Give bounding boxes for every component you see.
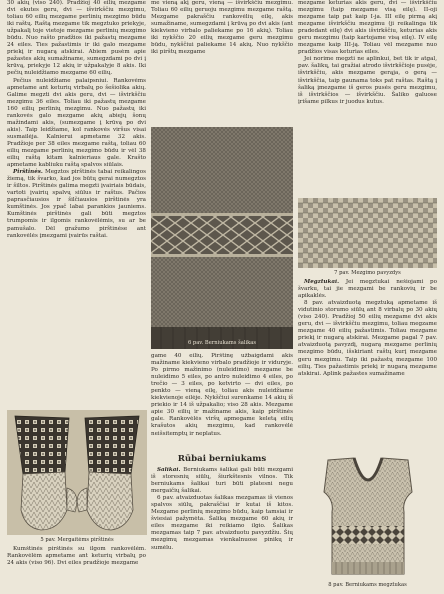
paragraph: Pečius nuleidžiame palaipsniui. Rankovėms apmetame ant keturių virbalų po šešiolika akių. Galime megzti dvi akis geru, dvi — išvirkščiu mezgimu 36 eiles. Toliau iki pažastų mezgame 160 eilių perlinių mezgimu. Nuo pažastų iki rankovės galo mezgame akių abiejų šonų mažindami akis, (sumezgame į krūvą po dvi akis). Taip leidžiame, kol rankovės viršus visai susmailėja. Kalnierui apmetame 32 akis. Pradžioje per 38 eiles mezgame raštą, toliau 60 eilių mezgame perlinių mezgimo būdu ir vėl 38 eilių raštą kitam kalnieriaus gale. Krašto apmetame kabliuku raštą spalvos siūlais. <box>7 77 146 169</box>
section-subtitle-salikai: Šalikai. <box>157 467 181 473</box>
figure-vest <box>300 452 436 580</box>
section-subtitle-megztukai: Megztukai. <box>304 279 340 285</box>
paragraph: Megztos pirštinės tabai reikalingos žiemą, tik švarko, kad jos būtų gerai numegztos ir šiltos. Pirštinės galima megzti įvairiais būdais, vartoti įvairių spalvų siūlus ir raštus. Pačios paprasčiausios ir šilčiausios pirštinės yra kumštinės. Jos ypač labai parankios jauniems. Kumštinės pirštinės gali būti megztos trumpomis ir ilgomis rankovėlėmis, su ar be pamušalo. Dėl gražumo pirštinėse ant rankovėlės įmezgami įvairūs raštai. <box>7 169 146 239</box>
figure-scarf <box>151 127 293 349</box>
figure-mittens <box>7 410 147 535</box>
column-2-mid <box>151 353 293 451</box>
scarf-illustration <box>151 127 293 349</box>
stitch-sample-illustration <box>298 198 437 268</box>
column-3-top <box>298 0 437 195</box>
paragraph: 8 pav. atvaizduotą megztuką apmetame iš vidutinio storumo siūlų ant 8 virbalų po 30 akių (viso 240). Pradžioj 50 eilių mezgame dvi akis geru, dvi — išvirkščiu mezgimu, toliau megzame mezgame 40 eilių pažastimis. Toliau mezgame priekį ir nugarą atskirai. Mezgame pagal 7 pav. atvaizduotą pavyzdį, nugarą mezgame perlinių mezgimo būdu, išskiriant raštų kurį mezgame geru mezgimu. Taip iki pažastų mezgame 100 eilių. Ties pažastimis priekį ir nugarą mezgame atskirai. Aplink pažastes sumažiname <box>298 300 437 377</box>
paragraph: Jei norime megzti ne aplinkui, bet tik ir atgal, pav. šalikų, tai gražiai atrodo išvirkščioje pusėje, išvirkščiu, akis mezgame gerąja, o gerą — išvirkščia, taip gaunama toks pat raštas. Raštą į šaliką įmezgame iš geros pusės geru mezgimu, iš išvirkščios — išvirkščiu. Šaliko galuose įrišame pilkus ir juodus kutus. <box>298 56 437 105</box>
section-title-rubai: Rūbai berniukams <box>177 454 267 464</box>
paragraph: Berniukams šalikai gali būti mezgami iš storesnių siūlų, šiurkštesnis vilnos. Tik berniukams šalikai turi būti platesni negu mergaičių šalikai. <box>151 467 293 495</box>
paragraph: 6 pav. atvaizduotas šalikas mezgamas iš vienos spalvos siūlų, pakraščiai ir kutai iš kitos. Mezgame perlinių mezgimo būdu, kaip tamsiai ir šviesiai pažymėta. Šaliką mezgame 60 akių ir eiles mezgame iki reikiamo ilgio. Šalikas mezgamas taip 7 pav. atvaizduotu pavyzdžiu. Šių mezgimų mezgamas vienkalnuose pinikų ir sumėlu. <box>151 495 293 551</box>
vest-illustration <box>300 452 436 580</box>
paragraph: game 40 eilių. Pirštinę užbaigdami akis mažiname kiekvieno virbalo pradžioje ir viduryje. Po pirmo mažinimo (nuleidimo) mezgame be nuleidimo 5 eiles, po antro nuleidimo 4 eiles, po trečio — 3 eiles, po ketvirto — dvi eiles, po penkto — vieną eilę, toliau akis nuleidžiame kiekvienoje eilėje. Nykščiui surenkame 14 akių iš priekio ir 14 iš užpakalio; viso 28 akis. Mezgame apie 30 eilių ir mažiname akis, kaip pirštinės gale. Rankovėlės viršų apmegame keletą eilių krašutos akių mezgimu, kad rankovėlė neišsitemptų ir neplatus. <box>151 353 293 437</box>
paragraph: Kumštinės pirštinės su ilgom rankovėlėm. Rankovėlėm apmetame ant keturių virbalų po 24 akis (viso 96). Dvi eiles pradžioje mezgame <box>7 546 146 567</box>
caption-fig5: 5 pav. Mergaitėms pirštinės <box>40 537 114 543</box>
paragraph: mezgame keturias akis geru, dvi — išvirkščiu mezgimu (taip mezgame visą eilę). II-oji mezgame taip pat kaip I-ja. III eilę pirmą akį mezgame išvirkščiu mezgimu (ji reikalinga tik pradedant eilę) dvi akis išvirkščiu, keturias akis geru mezgimu (taip kartojame visą eilę). IV eilę mezgame kaip III-ją. Toliau vėl mezgame nuo pradžios visas keturias eiles. <box>298 0 437 56</box>
mittens-illustration <box>7 410 147 535</box>
paragraph: Jei megztukai nešiojami po švarku, tai jie mezgami be rankovių ir be apikaklės. <box>298 279 437 300</box>
caption-fig7: 7 pav. Mezgimo pavyzdys <box>334 270 401 276</box>
paragraph: me vieną akį geru, vieną — išvirkščiu mezgimu. Toliau 60 eilių geruoju mezgimu mezgame raštą. Mezgame pakraščiu rankovėlių eilę, akis sumažiname, sumegzdami į krūvą po dvi akis (ant kiekvieno virbalo paliekame po 16 akių). Toliau iki nykščio 20 eilių mezgame geru mezgimu būdu, nykščiui paliekame 14 akių. Nuo nykščio iki pirštų mezgame <box>151 0 293 56</box>
column-1-top <box>7 0 146 405</box>
column-2-bottom <box>151 467 293 592</box>
figure-stitch-sample <box>298 198 437 268</box>
column-1-bottom <box>7 546 146 592</box>
caption-fig8: 8 pav. Berniukams megztukas <box>328 582 407 588</box>
paragraph: 30 akių (viso 240). Pradžioj 40 eilių mezgame dvi ekutes geru, dvi — išvirkščiu mezgimu, toliau 60 eilių mezgame perlinių mezgimo būdu iki raštų. Raštą mezgame tik megztuko priekyje, užpakalį toje vietoje mezgame perlinių mezgimo būdu. Nuo rašto pradžios iki pažastų mezgame 24 eiles. Ties pažastimis ir iki galo mezgame priekį ir nugarą atskirai. Abiem pusėm apie pažastes akių sumažiname, sumegzdami po dvi į krūvą, priekyje 12 akių ir užpakalyje 8 akis. Iki pečių nuleidžiamo mezgame 60 eilių. <box>7 0 146 77</box>
column-2-top <box>151 0 293 124</box>
caption-fig6: 6 pav. Berniukams šalikas <box>187 340 257 346</box>
section-subtitle-pirstines: Pirštinės. <box>13 169 43 176</box>
column-3-mid <box>298 279 437 452</box>
